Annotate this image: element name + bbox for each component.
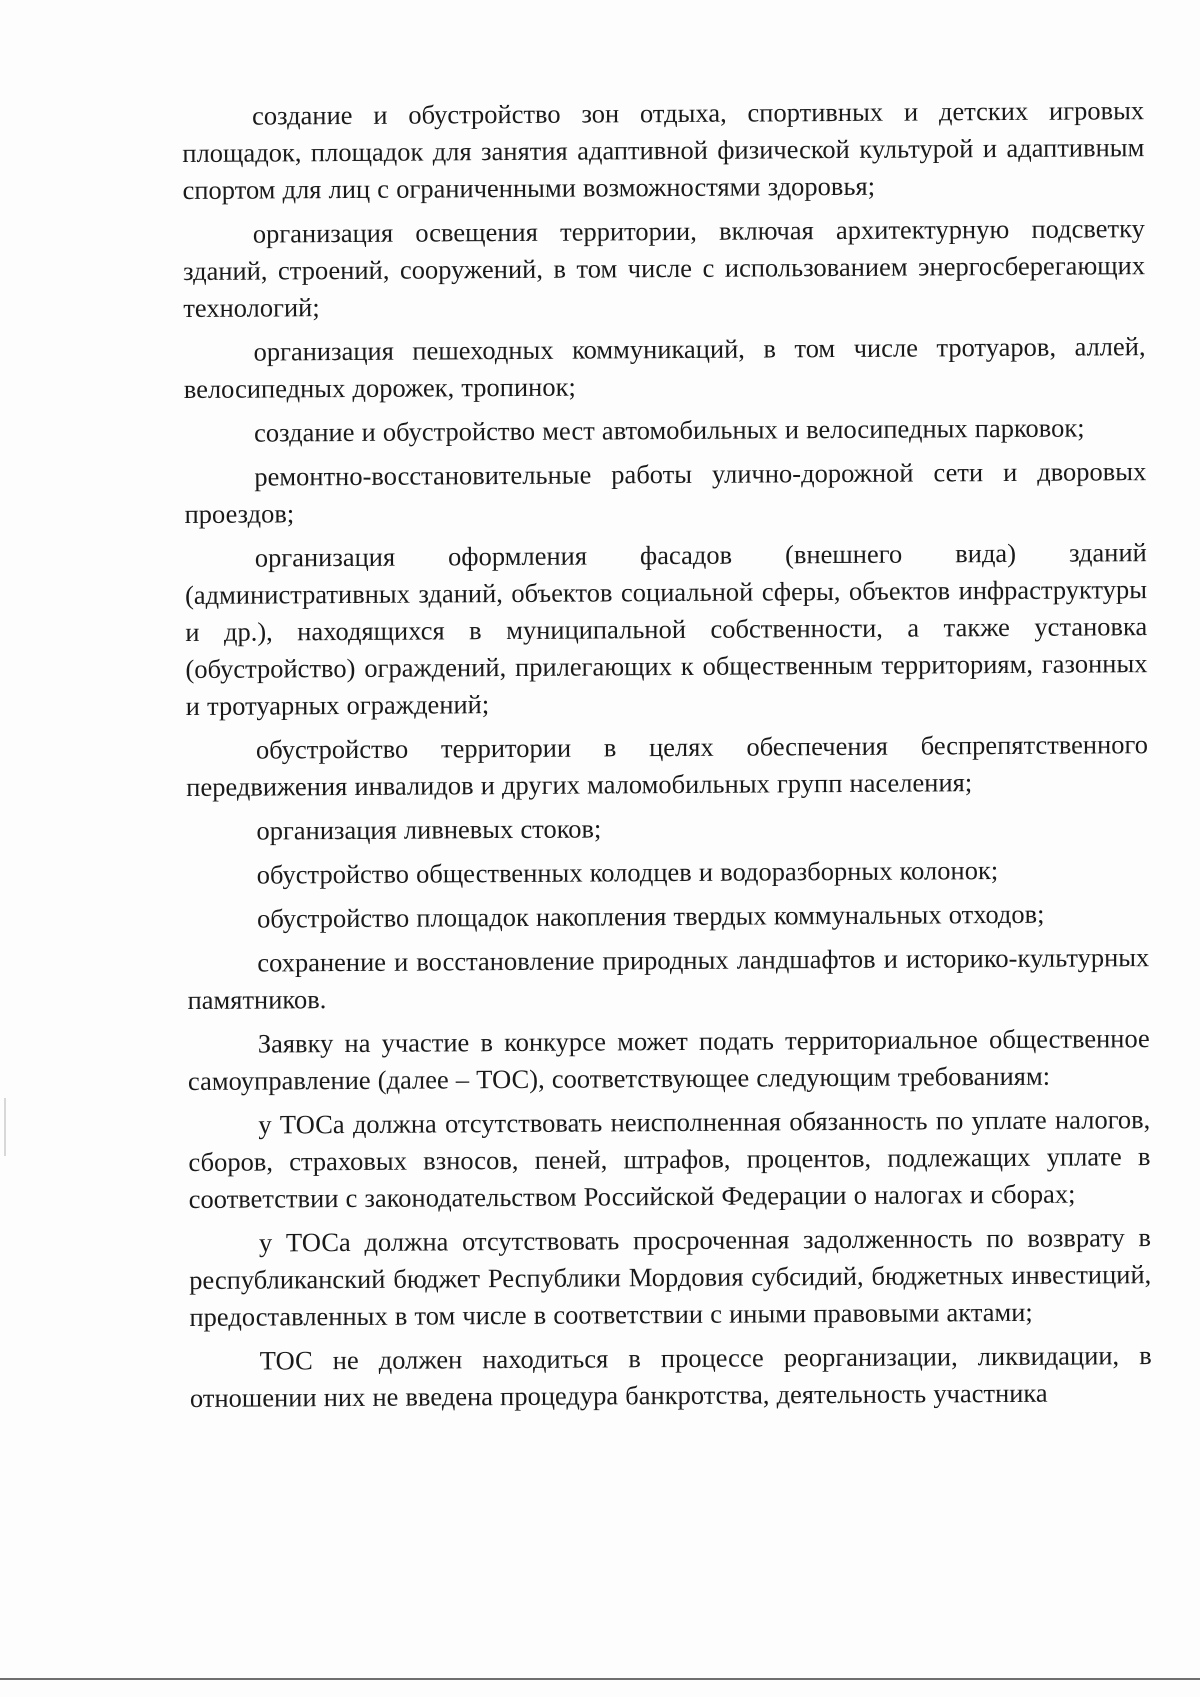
paragraph-waste-sites: обустройство площадок накопления твердых коммунальных отходов; (256, 898, 1045, 934)
page-bottom-edge (0, 1678, 1200, 1680)
scan-artifact (4, 1098, 6, 1156)
paragraph-road-repair: ремонтно-восстановительные работы улично-дорожной сети и дворовых проездов; (184, 456, 1147, 529)
paragraph-pedestrian-communications: организация пешеходных коммуникаций, в том числе тротуаров, аллей, велосипедных дорожек, тропинок; (183, 331, 1146, 404)
paragraph-parking: создание и обустройство мест автомобильных и велосипедных парковок; (253, 412, 1085, 448)
paragraph-application-eligibility: Заявку на участие в конкурсе может подать территориальное общественное самоуправление (далее – ТОС), соответствующее следующим требованиям: (187, 1023, 1150, 1096)
paragraph-storm-drains: организация ливневых стоков; (256, 813, 602, 846)
paragraph-recreation-zones: создание и обустройство зон отдыха, спортивных и детских игровых площадок, площадок для занятия адаптивной физической культурой и адаптивным спортом для лиц с ограниченными возможностями здоровья; (182, 95, 1145, 205)
paragraph-wells: обустройство общественных колодцев и водоразборных колонок; (256, 855, 999, 890)
paragraph-debt-requirement: у ТОСа должна отсутствовать просроченная задолженность по возврату в республиканский бюджет Республики Мордовия субсидий, бюджетных инвестиций, предоставленных в том числе в соответствии с иными правовыми актами; (189, 1222, 1152, 1332)
paragraph-accessibility: обустройство территории в целях обеспечения беспрепятственного передвижения инвалидов и других маломобильных групп населения; (186, 729, 1149, 802)
paragraph-lighting: организация освещения территории, включая архитектурную подсветку зданий, строений, сооружений, в том числе с использованием энергосберегающих технологий; (182, 213, 1146, 323)
paragraph-reorganization-requirement: ТОС не должен находиться в процессе реорганизации, ликвидации, в отношении них не введена процедура банкротства, деятельность участника (189, 1340, 1152, 1413)
document-body (182, 92, 1152, 1424)
paragraph-tax-requirement: у ТОСа должна отсутствовать неисполненная обязанность по уплате налогов, сборов, страховых взносов, пеней, штрафов, процентов, подлежащих уплате в соответствии с законодательством Российской Федерации о налогах и сборах; (188, 1104, 1151, 1214)
paragraph-facades: организация оформления фасадов (внешнего вида) зданий (административных зданий, объектов социальной сферы, объектов инфраструктуры и др.), находящихся в муниципальной собственности, а также установка (обустройство) ограждений, прилегающих к общественным территориям, газонных и тротуарных ограждений; (184, 537, 1148, 721)
paragraph-landscapes: сохранение и восстановление природных ландшафтов и историко-культурных памятников. (187, 942, 1150, 1015)
